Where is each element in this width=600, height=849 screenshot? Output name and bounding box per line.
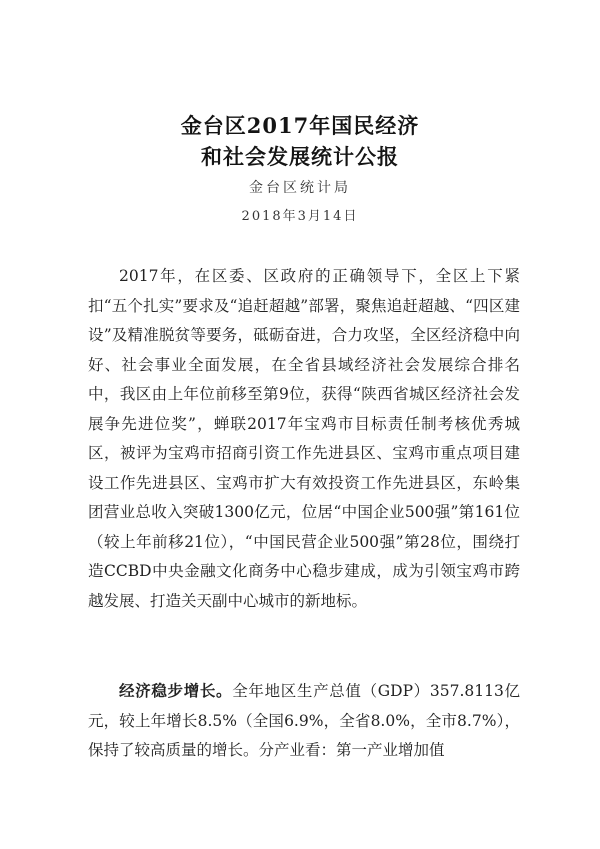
body-paragraph-1: 2017年，在区委、区政府的正确领导下，全区上下紧扣“五个扎实”要求及“追赶超越”部署，聚焦追赶超越、“四区建设”及精准脱贫等要务，砥砺奋进，合力攻坚，全区经济稳中向好、社会事业全面发展，在全省县域经济社会发展综合排名中，我区由上年位前移至第9位，获得“陕西省城区经济社会发展争先进位奖”，蝉联2017年宝鸡市目标责任制考核优秀城区，被评为宝鸡市招商引资工作先进县区、宝鸡市重点项目建设工作先进县区、宝鸡市扩大有效投资工作先进县区，东岭集团营业总收入突破1300亿元，位居“中国企业500强”第161位（较上年前移21位），“中国民营企业500强”第28位，围绕打造CCBD中央金融文化商务中心稳步建成，成为引领宝鸡市跨越发展、打造关天副中心城市的新地标。 <box>88 267 520 610</box>
document-date: 2018年3月14日 <box>241 209 359 224</box>
body-paragraph-2 <box>88 676 520 766</box>
paragraph-text: 全年地区生产总值（GDP）357.8113亿元，较上年增长8.5%（全国6.9%，全省8.0%，全市8.7%），保持了较高质量的增长。分产业看：第一产业增加值 <box>88 682 520 759</box>
document-title-line2: 和社会发展统计公报 <box>201 144 399 169</box>
paragraph-lead: 经济稳步增长。 <box>119 681 233 700</box>
document-issuer: 金台区统计局 <box>249 180 351 196</box>
document-title-line1: 金台区2017年国民经济 <box>180 113 420 138</box>
